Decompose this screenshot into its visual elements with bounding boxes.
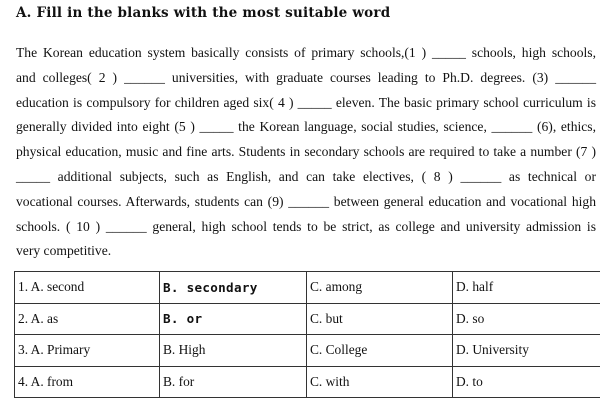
passage-line: physical education, music and fine arts. Students in secondary schools are required to take a number (7 ) <box>16 144 596 160</box>
table-row <box>15 366 600 398</box>
passage-text <box>16 41 596 264</box>
option-cell: D. to <box>453 366 600 398</box>
option-cell: B. or <box>160 303 307 335</box>
option-cell: C. but <box>307 303 453 335</box>
option-cell: B. secondary <box>160 272 307 304</box>
options-table <box>14 271 600 398</box>
option-cell: C. College <box>307 335 453 367</box>
option-cell: B. High <box>160 335 307 367</box>
passage-line: and colleges( 2 ) ______ universities, with graduate courses leading to Ph.D. degrees. (3) ______ <box>16 69 596 85</box>
passage-line: generally divided into eight (5 ) _____ the Korean language, social studies, science, ______ (6), ethics, <box>16 119 596 135</box>
option-cell: C. among <box>307 272 453 304</box>
passage-line: schools. ( 10 ) ______ general, high school tends to be strict, as college and university admission is <box>16 218 596 234</box>
passage-line: The Korean education system basically consists of primary schools,(1 ) _____ schools, high schools, <box>16 45 596 60</box>
table-row <box>15 272 600 304</box>
passage-line: education is compulsory for children aged six( 4 ) _____ eleven. The basic primary school curriculum is <box>16 94 596 110</box>
option-cell: 2. A. as <box>15 303 160 335</box>
option-cell: D. University <box>453 335 600 367</box>
passage-line: vocational courses. Afterwards, students can (9) ______ between general education and vocational high <box>16 193 596 209</box>
section-heading: A. Fill in the blanks with the most suitable word <box>16 5 391 21</box>
option-cell: C. with <box>307 366 453 398</box>
option-cell: 1. A. second <box>15 272 160 304</box>
option-cell: D. half <box>453 272 600 304</box>
option-cell: 3. A. Primary <box>15 335 160 367</box>
passage-line: very competitive. <box>16 243 112 259</box>
table-row <box>15 335 600 367</box>
option-cell: B. for <box>160 366 307 398</box>
passage-line: _____ additional subjects, such as English, and can take electives, ( 8 ) ______ as technical or <box>16 168 596 184</box>
table-row <box>15 303 600 335</box>
option-cell: D. so <box>453 303 600 335</box>
option-cell: 4. A. from <box>15 366 160 398</box>
